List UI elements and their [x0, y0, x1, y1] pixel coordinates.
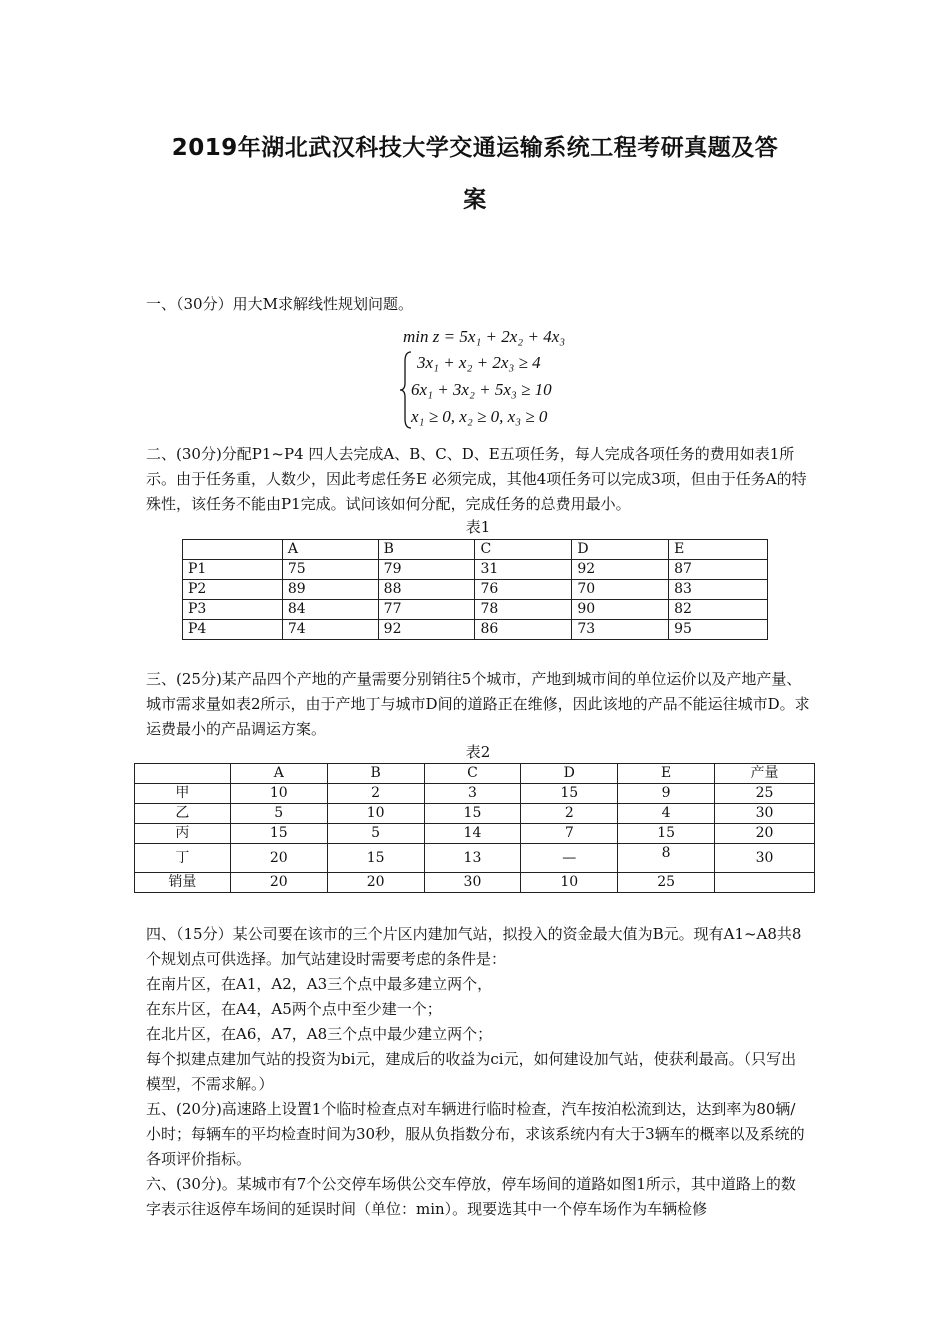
table2-cell: 3 — [424, 784, 521, 804]
table2-cell: 30 — [715, 844, 815, 873]
table1-row — [183, 600, 768, 620]
table2-caption: 表2 — [465, 743, 491, 761]
table2-cell: 10 — [230, 784, 327, 804]
table2-cell: 20 — [230, 873, 327, 893]
table1-cell: 92 — [378, 620, 475, 640]
table1-cell: 92 — [572, 560, 669, 580]
table1-cell: 90 — [572, 600, 669, 620]
table2-header-cell: A — [230, 764, 327, 784]
table2-header-cell — [135, 764, 231, 784]
table2-cell: 15 — [424, 804, 521, 824]
q4-line-5: 每个拟建点建加气站的投资为bi元，建成后的收益为ci元，如何建设加气站，使获利最高。（只写出模型，不需求解。） — [146, 1050, 797, 1093]
q1-constraint-2: 6x₁ + 3x₂ + 5x₃ ≥ 10 — [411, 380, 552, 399]
table2-cell: 14 — [424, 824, 521, 844]
table1-cell: 84 — [282, 600, 378, 620]
q4-line-3: 在东片区，在A4，A5两个点中至少建一个； — [146, 1000, 442, 1018]
q1-objective: min z = 5x₁ + 2x₂ + 4x₃ — [403, 327, 566, 346]
table1-header-cell: C — [475, 540, 572, 560]
title-line-2: 案 — [463, 187, 487, 213]
table1-cell: 70 — [572, 580, 669, 600]
table1-cell: 87 — [669, 560, 768, 580]
table2-cell: 20 — [715, 824, 815, 844]
table1-cell: 78 — [475, 600, 572, 620]
table2-row — [135, 804, 815, 824]
table1-cell: P4 — [183, 620, 283, 640]
q4-block — [146, 922, 810, 1097]
table2-header-cell: 产量 — [715, 764, 815, 784]
table2-header-cell: B — [327, 764, 424, 784]
table1-cell: 95 — [669, 620, 768, 640]
table1-cell: 83 — [669, 580, 768, 600]
q2-text: 二、(30分)分配P1~P4 四人去完成A、B、C、D、E五项任务，每人完成各项任务的费用如表1所示。由于任务重，人数少，因此考虑任务E 必须完成，其他4项任务可以完成3项，但由于任务A的特殊性，该任务不能由P1完成。试问该如何分配，完成任务的总费用最小。 — [146, 445, 807, 513]
table1-cell: P1 — [183, 560, 283, 580]
table2-cell: 13 — [424, 844, 521, 873]
table1-cell: 77 — [378, 600, 475, 620]
table-2 — [134, 763, 815, 893]
table1-header-cell: D — [572, 540, 669, 560]
table2-cell: 20 — [327, 873, 424, 893]
table2-cell: 2 — [327, 784, 424, 804]
table2-cell: — — [521, 844, 618, 873]
table1-header-cell: E — [669, 540, 768, 560]
table1-row — [183, 560, 768, 580]
table1-header-cell: B — [378, 540, 475, 560]
table-1 — [182, 539, 768, 640]
table2-cell: 15 — [618, 824, 715, 844]
table1-header-cell: A — [282, 540, 378, 560]
table1-caption: 表1 — [465, 518, 491, 536]
table2-cell — [715, 873, 815, 893]
table2-row — [135, 873, 815, 893]
table2-cell: 7 — [521, 824, 618, 844]
q4-line-1: 四、（15分）某公司要在该市的三个片区内建加气站，拟投入的资金最大值为B元。现有A1~A8共8个规划点可供选择。加气站建设时需要考虑的条件是： — [146, 925, 802, 968]
table2-cell: 丁 — [135, 844, 231, 873]
table2-cell: 25 — [618, 873, 715, 893]
table1-row — [183, 620, 768, 640]
table2-cell: 10 — [327, 804, 424, 824]
table1-cell: 86 — [475, 620, 572, 640]
table2-cell: 甲 — [135, 784, 231, 804]
table2-cell: 5 — [230, 804, 327, 824]
table2-cell: 丙 — [135, 824, 231, 844]
q3-text: 三、(25分)某产品四个产地的产量需要分别销往5个城市，产地到城市间的单位运价以及产地产量、城市需求量如表2所示，由于产地丁与城市D间的道路正在维修，因此该地的产品不能运往城市D。求运费最小的产品调运方案。 — [146, 670, 810, 738]
q5-text: 五、(20分)高速路上设置1个临时检查点对车辆进行临时检查，汽车按泊松流到达，达到率为80辆/小时；每辆车的平均检查时间为30秒，服从负指数分布，求该系统内有大于3辆车的概率以及系统的各项评价指标。 — [146, 1100, 805, 1168]
table2-row — [135, 784, 815, 804]
table2-header-cell: C — [424, 764, 521, 784]
table2-cell: 30 — [424, 873, 521, 893]
table1-cell: P3 — [183, 600, 283, 620]
table1-cell: 31 — [475, 560, 572, 580]
table2-cell: 15 — [230, 824, 327, 844]
table2-cell: 4 — [618, 804, 715, 824]
q1-constraint-3: x₁ ≥ 0, x₂ ≥ 0, x₃ ≥ 0 — [411, 407, 548, 426]
table2-cell: 销量 — [135, 873, 231, 893]
table1-cell: 74 — [282, 620, 378, 640]
table1-cell: 73 — [572, 620, 669, 640]
document-title — [120, 122, 830, 226]
table1-cell: 76 — [475, 580, 572, 600]
table2-header-row — [135, 764, 815, 784]
q1-constraint-1: 3x₁ + x₂ + 2x₃ ≥ 4 — [417, 353, 541, 372]
table1-cell: 75 — [282, 560, 378, 580]
q4-line-4: 在北片区，在A6，A7，A8三个点中最少建立两个； — [146, 1025, 493, 1043]
table2-header-cell: D — [521, 764, 618, 784]
table1-row — [183, 580, 768, 600]
table1-cell: 89 — [282, 580, 378, 600]
table2-cell: 15 — [521, 784, 618, 804]
table2-cell: 15 — [327, 844, 424, 873]
q1-text: 一、（30分）用大M求解线性规划问题。 — [146, 295, 413, 313]
table1-cell: 88 — [378, 580, 475, 600]
table2-row — [135, 844, 815, 873]
table2-cell: 10 — [521, 873, 618, 893]
table1-header-row — [183, 540, 768, 560]
table2-cell: 20 — [230, 844, 327, 873]
table1-cell: 79 — [378, 560, 475, 580]
table2-cell: 乙 — [135, 804, 231, 824]
table1-header-cell — [183, 540, 283, 560]
title-line-1: 2019年湖北武汉科技大学交通运输系统工程考研真题及答 — [171, 135, 779, 161]
table2-header-cell: E — [618, 764, 715, 784]
q4-line-2: 在南片区，在A1，A2，A3三个点中最多建立两个， — [146, 975, 493, 993]
table2-cell: 30 — [715, 804, 815, 824]
table2-cell: 8 — [618, 844, 715, 873]
table1-cell: P2 — [183, 580, 283, 600]
table2-cell: 5 — [327, 824, 424, 844]
q6-text: 六、(30分)。某城市有7个公交停车场供公交车停放，停车场间的道路如图1所示，其中道路上的数字表示往返停车场间的延误时间（单位：min）。现要选其中一个停车场作为车辆检修 — [146, 1175, 796, 1218]
table2-cell: 25 — [715, 784, 815, 804]
table2-cell: 2 — [521, 804, 618, 824]
table2-row — [135, 824, 815, 844]
table2-cell: 9 — [618, 784, 715, 804]
table1-cell: 82 — [669, 600, 768, 620]
